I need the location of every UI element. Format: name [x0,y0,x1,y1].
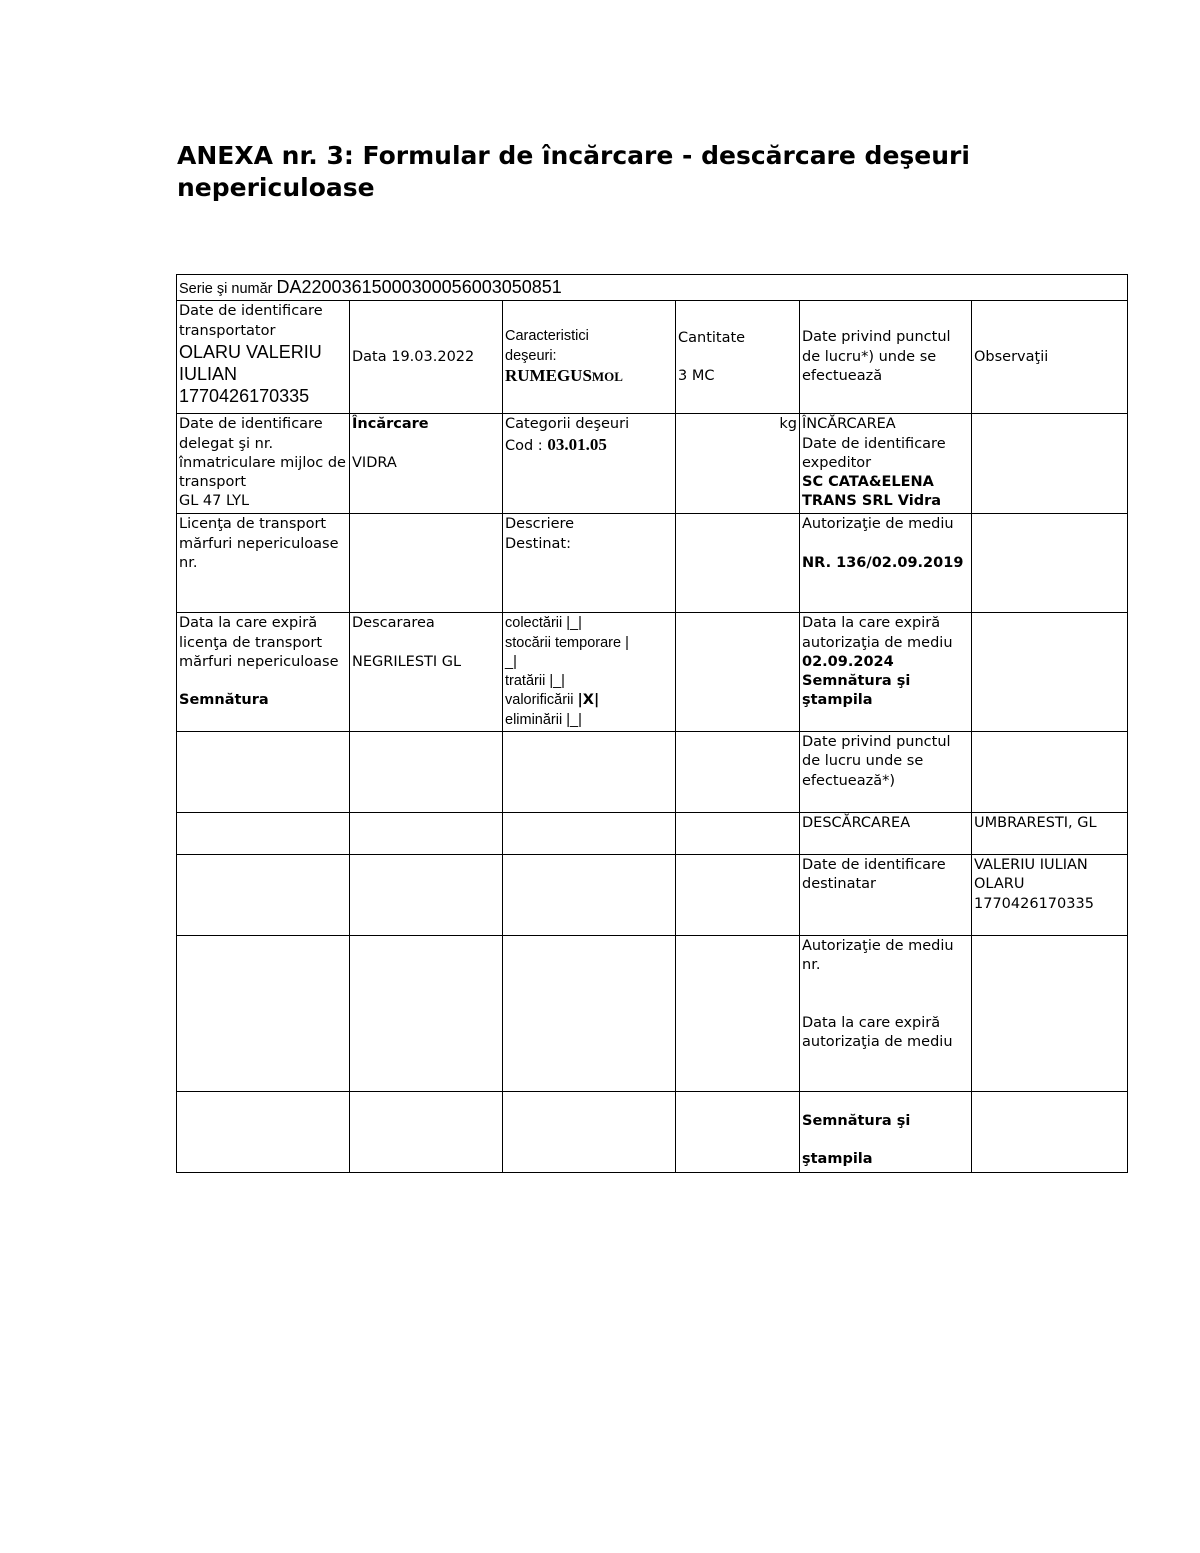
waste-type-suffix: MOL [591,368,623,384]
destinatar-label-cell [800,855,972,936]
table-row [177,936,1128,1092]
delegat-cell [177,414,350,514]
empty-cell [972,514,1128,613]
descriere-label: Descriere [505,516,575,533]
option-valorificarii: valorificării [505,692,578,709]
expira-autorizatie-cell [800,613,972,732]
waste-type: RUMEGUS [505,365,592,385]
table-row [177,855,1128,936]
semnatura-final-2: ştampila [802,1151,873,1168]
incarcarea-label: ÎNCĂRCAREA [802,416,896,433]
unit-label: kg [779,416,797,433]
incarcare-label: Încărcare [352,416,429,433]
transportator-code: 1770426170335 [179,385,310,406]
empty-cell [972,414,1128,514]
serie-label: Serie şi număr [179,281,277,297]
serie-row [177,275,1128,301]
empty-cell [676,1092,800,1173]
expira-autorizatie-2-label: Data la care expiră autorizaţia de mediu [802,1014,953,1050]
transportator-name-2: IULIAN [179,363,238,384]
empty-cell [676,613,800,732]
transport-date: Data 19.03.2022 [352,348,475,365]
vehicle-plate: GL 47 LYL [179,493,250,510]
option-eliminarii: eliminării |_| [505,711,582,728]
descarcarea-cell [350,613,503,732]
transportator-cell [177,301,350,414]
descarcarea-label-cell [800,813,972,855]
empty-cell [177,1092,350,1173]
empty-cell [503,732,676,813]
observatii-label: Observaţii [974,348,1049,365]
expira-licenta-cell [177,613,350,732]
empty-cell [972,613,1128,732]
table-row [177,613,1128,732]
autorizatie-number: NR. 136/02.09.2019 [802,554,964,571]
expeditor-cell [800,414,972,514]
option-tratarii: tratării |_| [505,673,565,690]
expeditor-name: SC CATA&ELENA TRANS SRL Vidra [802,474,942,510]
cantitate-cell [676,301,800,414]
empty-cell [350,936,503,1092]
descarcarea-location-cell [972,813,1128,855]
incarcare-cell [350,414,503,514]
semnatura-label: Semnătura [179,692,269,709]
cantitate-value: 3 MC [678,367,715,384]
expeditor-label: Date de identificare expeditor [802,435,946,471]
table-row [177,514,1128,613]
transportator-name-1: OLARU VALERIU [179,341,322,362]
autorizatie-2-cell [800,936,972,1092]
page-title: ANEXA nr. 3: Formular de încărcare - descărcare deşeuri nepericuloase [177,141,970,202]
empty-cell [177,855,350,936]
destinat-label: Destinat: [505,535,572,552]
destinatar-code: 1770426170335 [974,895,1094,912]
destinat-options-cell [503,613,676,732]
table-row [177,732,1128,813]
empty-cell [676,936,800,1092]
empty-cell [177,813,350,855]
empty-cell [350,1092,503,1173]
empty-cell [503,813,676,855]
caracteristici-cell [503,301,676,414]
autorizatie-label: Autorizaţie de mediu [802,516,954,533]
punct-lucru-label: Date privind punctul de lucru*) unde se efectuează [802,329,951,384]
option-stocarii-box: _| [505,653,517,670]
punct-lucru-cell [800,301,972,414]
punct-lucru-2-cell [800,732,972,813]
observatii-cell [972,301,1128,414]
option-stocarii: stocării temporare | [505,634,629,651]
autorizatie-nr-label: Autorizaţie de mediu nr. [802,938,954,974]
empty-cell [350,855,503,936]
categorii-cell [503,414,676,514]
delegat-label: Date de identificare delegat şi nr. înmatriculare mijloc de transport [179,416,346,491]
empty-cell [676,855,800,936]
option-colectarii: colectării |_| [505,615,582,632]
empty-cell [676,813,800,855]
empty-cell [503,936,676,1092]
caracteristici-label-2: deşeuri: [505,347,557,364]
waste-form-table [176,274,1128,1173]
empty-cell [972,732,1128,813]
table-row [177,813,1128,855]
categorii-label: Categorii deşeuri [505,416,630,433]
expira-autorizatie-label: Data la care expiră autorizaţia de mediu [802,615,953,651]
waste-code: 03.01.05 [547,434,607,454]
unit-cell [676,414,800,514]
empty-cell [503,855,676,936]
empty-cell [676,732,800,813]
table-row [177,301,1128,414]
destinatar-label: Date de identificare destinatar [802,857,946,893]
table-row [177,414,1128,514]
licenta-cell [177,514,350,613]
empty-cell [177,936,350,1092]
cantitate-label: Cantitate [678,329,746,346]
destinatar-name-1: VALERIU IULIAN [974,857,1088,874]
empty-cell [972,1092,1128,1173]
autorizatie-cell [800,514,972,613]
semnatura-final-1: Semnătura şi [802,1113,911,1130]
descarcarea-location: NEGRILESTI GL [352,653,462,670]
semnatura-stampila-label: Semnătura şi ştampila [802,673,911,709]
data-cell [350,301,503,414]
serie-value: DA22003615000300056003050851 [276,277,562,297]
caracteristici-label-1: Caracteristici [505,328,589,345]
cod-label: Cod : [505,437,548,454]
empty-cell [177,732,350,813]
empty-cell [676,514,800,613]
transportator-label: Date de identificare transportator [179,303,323,339]
licenta-label: Licenţa de transport mărfuri nepericuloase nr. [179,516,339,571]
empty-cell [972,936,1128,1092]
serie-cell [177,275,1128,301]
option-valorificarii-checked: |X| [577,692,600,709]
destinatar-value-cell [972,855,1128,936]
empty-cell [350,514,503,613]
descarcarea-label: Descararea [352,615,435,632]
expira-licenta-label: Data la care expiră licenţa de transport mărfuri nepericuloase [179,615,339,670]
descarcarea-heading: DESCĂRCAREA [802,815,911,832]
punct-lucru-2-label: Date privind punctul de lucru unde se efectuează*) [802,734,951,789]
empty-cell [503,1092,676,1173]
descriere-cell [503,514,676,613]
semnatura-final-cell [800,1092,972,1173]
expira-autorizatie-date: 02.09.2024 [802,653,894,670]
empty-cell [350,813,503,855]
incarcare-location: VIDRA [352,454,397,471]
table-row [177,1092,1128,1173]
empty-cell [350,732,503,813]
destinatar-name-2: OLARU [974,876,1025,893]
descarcarea-place: UMBRARESTI, GL [974,815,1097,832]
